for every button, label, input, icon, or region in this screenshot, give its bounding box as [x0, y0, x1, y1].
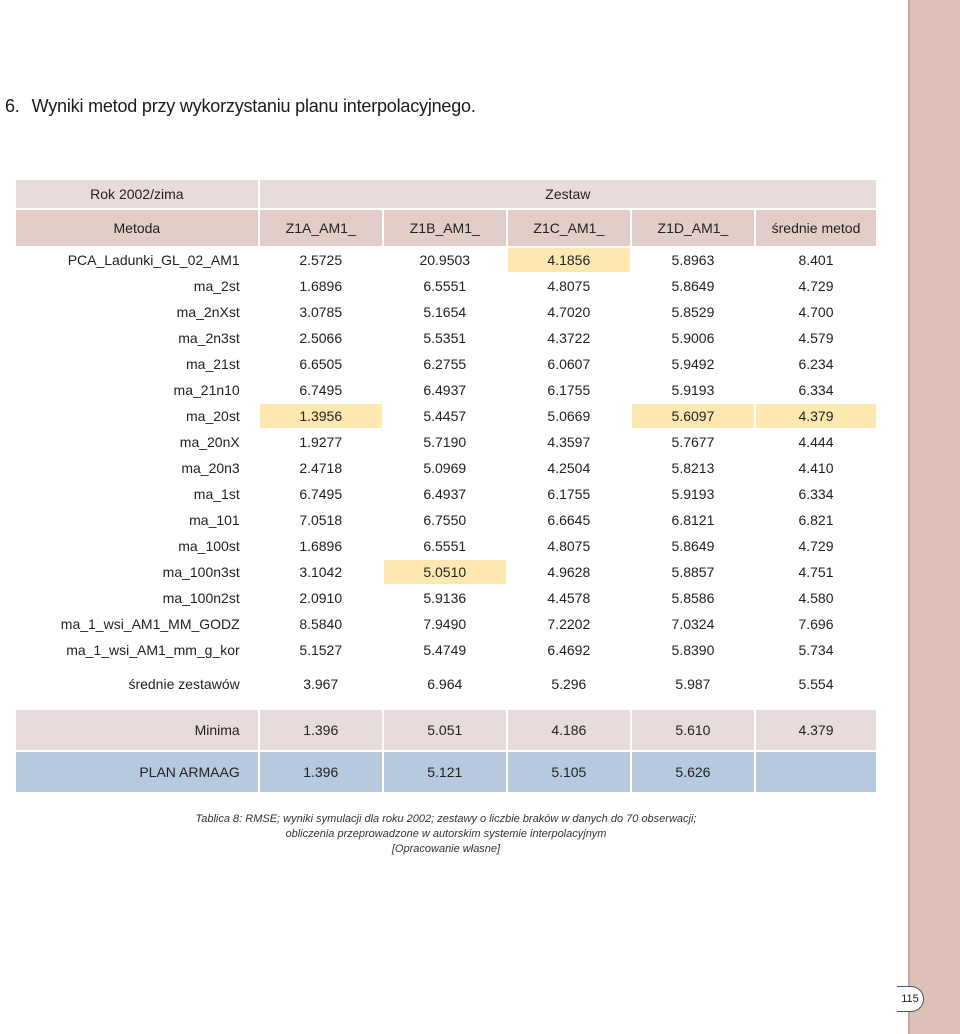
table-cell: 8.401: [755, 247, 877, 273]
page-number: 115: [897, 986, 924, 1012]
table-cell: 5.051: [383, 709, 507, 751]
table-row: [15, 273, 877, 299]
row-label: ma_2nXst: [15, 299, 259, 325]
table-row: [15, 481, 877, 507]
method-label: Metoda: [15, 209, 259, 247]
table-cell: 5.7190: [383, 429, 507, 455]
table-cell: 5.8649: [631, 273, 755, 299]
table-cell: 5.1527: [259, 637, 383, 663]
results-table: [14, 178, 878, 794]
section-number: 6.: [5, 96, 20, 116]
table-cell: 5.296: [507, 663, 631, 705]
table-cell: 5.105: [507, 751, 631, 793]
table-cell: 1.9277: [259, 429, 383, 455]
table-cell: 7.696: [755, 611, 877, 637]
table-cell: 5.8529: [631, 299, 755, 325]
table-cell: 4.379: [755, 403, 877, 429]
table-row: [15, 585, 877, 611]
table-cell: 6.8121: [631, 507, 755, 533]
averages-row: [15, 663, 877, 705]
table-cell: 5.8586: [631, 585, 755, 611]
column-header: Z1A_AM1_: [259, 209, 383, 247]
row-label: ma_1_wsi_AM1_mm_g_kor: [15, 637, 259, 663]
row-label: PCA_Ladunki_GL_02_AM1: [15, 247, 259, 273]
table-cell: 5.5351: [383, 325, 507, 351]
table-cell: 5.9136: [383, 585, 507, 611]
table-cell: 3.0785: [259, 299, 383, 325]
column-header: Z1B_AM1_: [383, 209, 507, 247]
table-cell: 5.7677: [631, 429, 755, 455]
table-cell: 1.6896: [259, 533, 383, 559]
table-cell: 6.7550: [383, 507, 507, 533]
table-cell: 8.5840: [259, 611, 383, 637]
table-cell: 2.5066: [259, 325, 383, 351]
table-cell: 5.8649: [631, 533, 755, 559]
table-cell: 5.0669: [507, 403, 631, 429]
table-cell: 5.4457: [383, 403, 507, 429]
table-row: [15, 611, 877, 637]
table-cell: 4.8075: [507, 273, 631, 299]
row-label: ma_100n3st: [15, 559, 259, 585]
section-heading: [5, 96, 476, 117]
table-cell: 6.7495: [259, 377, 383, 403]
header-row-year: [15, 179, 877, 209]
row-label: ma_20n3: [15, 455, 259, 481]
table-cell: 5.121: [383, 751, 507, 793]
row-label: ma_2st: [15, 273, 259, 299]
table-cell: 6.4692: [507, 637, 631, 663]
caption-line: [Opracowanie własne]: [391, 843, 501, 855]
row-label: ma_100n2st: [15, 585, 259, 611]
table-row: [15, 351, 877, 377]
table-cell: 5.0510: [383, 559, 507, 585]
table-cell: 4.186: [507, 709, 631, 751]
table-cell: 6.821: [755, 507, 877, 533]
row-label: ma_1_wsi_AM1_MM_GODZ: [15, 611, 259, 637]
table-cell: 7.2202: [507, 611, 631, 637]
table-row: [15, 325, 877, 351]
table-cell: 5.626: [631, 751, 755, 793]
table-cell: 4.4578: [507, 585, 631, 611]
table-cell: 4.8075: [507, 533, 631, 559]
table-cell: 6.1755: [507, 481, 631, 507]
table-cell: 6.234: [755, 351, 877, 377]
table-cell: 5.9006: [631, 325, 755, 351]
table-cell: 4.9628: [507, 559, 631, 585]
row-label: ma_21st: [15, 351, 259, 377]
table-cell: 5.9193: [631, 377, 755, 403]
row-label: PLAN ARMAAG: [15, 751, 259, 793]
table-cell: 7.0518: [259, 507, 383, 533]
table-cell: 2.0910: [259, 585, 383, 611]
row-label: średnie zestawów: [15, 663, 259, 705]
table-cell: 7.9490: [383, 611, 507, 637]
header-row-columns: [15, 209, 877, 247]
row-label: ma_20st: [15, 403, 259, 429]
table-cell: 5.987: [631, 663, 755, 705]
row-label: ma_1st: [15, 481, 259, 507]
table-cell: 6.964: [383, 663, 507, 705]
table-cell: 5.734: [755, 637, 877, 663]
column-header: średnie metod: [755, 209, 877, 247]
row-label: ma_2n3st: [15, 325, 259, 351]
table-cell: 6.7495: [259, 481, 383, 507]
group-label: Zestaw: [259, 179, 877, 209]
year-label: Rok 2002/zima: [15, 179, 259, 209]
table-cell: 6.6645: [507, 507, 631, 533]
table-cell: 2.4718: [259, 455, 383, 481]
column-header: Z1D_AM1_: [631, 209, 755, 247]
table-cell: 6.2755: [383, 351, 507, 377]
table-row: [15, 247, 877, 273]
table-cell: 4.7020: [507, 299, 631, 325]
table-cell: 5.4749: [383, 637, 507, 663]
table-cell: 5.9492: [631, 351, 755, 377]
table-cell: 3.1042: [259, 559, 383, 585]
plan-row: [15, 751, 877, 793]
table-cell: 5.0969: [383, 455, 507, 481]
row-label: ma_21n10: [15, 377, 259, 403]
table-cell: 1.3956: [259, 403, 383, 429]
table-cell: 5.1654: [383, 299, 507, 325]
table-caption: [14, 812, 878, 857]
table-cell: 4.410: [755, 455, 877, 481]
table-row: [15, 299, 877, 325]
table-cell: 4.751: [755, 559, 877, 585]
table-cell: 1.6896: [259, 273, 383, 299]
table-cell: 20.9503: [383, 247, 507, 273]
row-label: ma_101: [15, 507, 259, 533]
table-cell: 4.580: [755, 585, 877, 611]
table-cell: 3.967: [259, 663, 383, 705]
row-label: Minima: [15, 709, 259, 751]
decorative-side-bar: [910, 0, 960, 1034]
table-cell: 6.334: [755, 377, 877, 403]
table-cell: 5.8213: [631, 455, 755, 481]
table-cell: 4.3722: [507, 325, 631, 351]
table-row: [15, 429, 877, 455]
table-cell: 2.5725: [259, 247, 383, 273]
table-cell: 4.700: [755, 299, 877, 325]
table-cell: [755, 751, 877, 793]
table-cell: 4.729: [755, 533, 877, 559]
table-cell: 5.6097: [631, 403, 755, 429]
table-cell: 4.3597: [507, 429, 631, 455]
table-cell: 6.0607: [507, 351, 631, 377]
caption-line: obliczenia przeprowadzone w autorskim systemie interpolacyjnym: [285, 828, 607, 840]
table-cell: 5.554: [755, 663, 877, 705]
table-row: [15, 507, 877, 533]
row-label: ma_20nX: [15, 429, 259, 455]
row-label: ma_100st: [15, 533, 259, 559]
table-cell: 6.5551: [383, 533, 507, 559]
table-cell: 4.1856: [507, 247, 631, 273]
table-row: [15, 377, 877, 403]
table-cell: 6.4937: [383, 481, 507, 507]
table-cell: 6.334: [755, 481, 877, 507]
table-cell: 6.4937: [383, 377, 507, 403]
table-cell: 4.729: [755, 273, 877, 299]
table-row: [15, 403, 877, 429]
table-cell: 5.8963: [631, 247, 755, 273]
table-row: [15, 455, 877, 481]
table-cell: 1.396: [259, 709, 383, 751]
table-cell: 6.1755: [507, 377, 631, 403]
table-cell: 1.396: [259, 751, 383, 793]
section-title: Wyniki metod przy wykorzystaniu planu interpolacyjnego.: [31, 96, 476, 116]
table-row: [15, 533, 877, 559]
table-cell: 4.579: [755, 325, 877, 351]
table-cell: 4.444: [755, 429, 877, 455]
caption-line: Tablica 8: RMSE; wyniki symulacji dla roku 2002; zestawy o liczbie braków w danych do 70 obserwacji;: [195, 813, 697, 825]
table-cell: 5.610: [631, 709, 755, 751]
table-row: [15, 559, 877, 585]
table-cell: 4.2504: [507, 455, 631, 481]
table-cell: 5.8390: [631, 637, 755, 663]
minima-row: [15, 709, 877, 751]
table-cell: 7.0324: [631, 611, 755, 637]
column-header: Z1C_AM1_: [507, 209, 631, 247]
table-cell: 6.6505: [259, 351, 383, 377]
table-row: [15, 637, 877, 663]
table-cell: 4.379: [755, 709, 877, 751]
table-cell: 5.8857: [631, 559, 755, 585]
table-cell: 5.9193: [631, 481, 755, 507]
table-cell: 6.5551: [383, 273, 507, 299]
